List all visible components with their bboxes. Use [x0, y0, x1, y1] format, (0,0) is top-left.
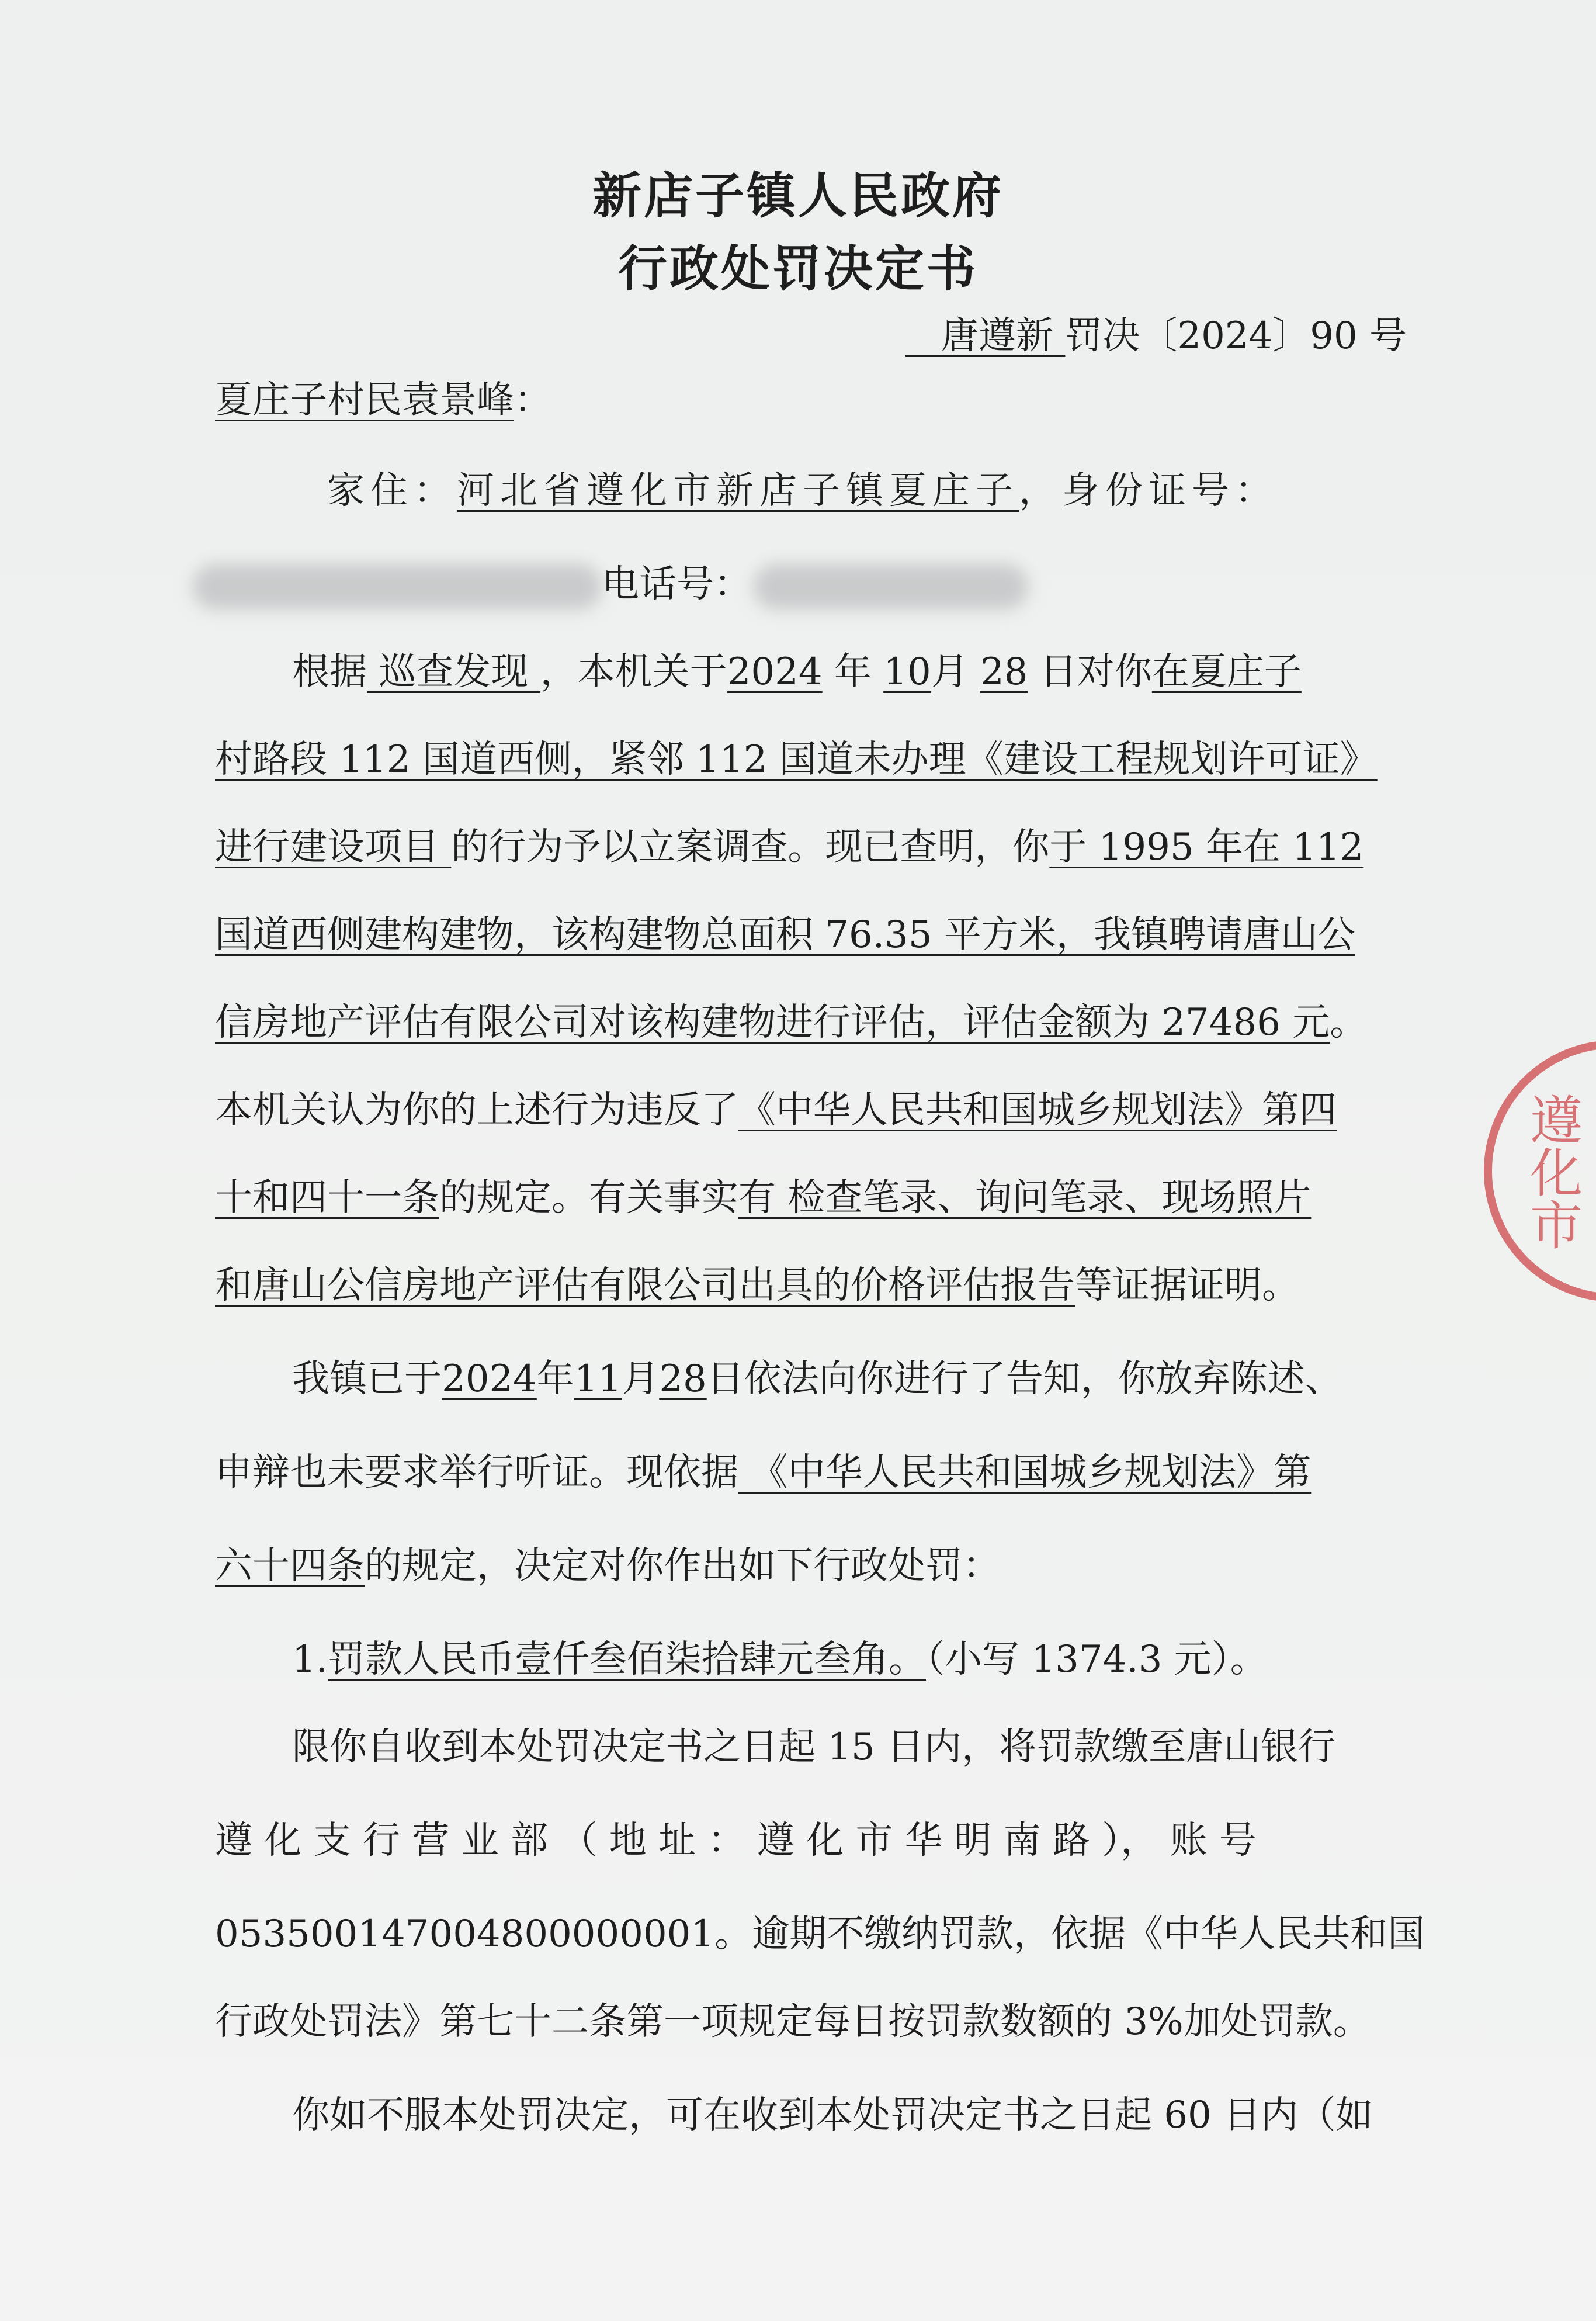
para3-line4: 行政处罚法》第七十二条第一项规定每日按罚款数额的 3%加处罚款。: [215, 2000, 1371, 2043]
para1-line5: 信房地产评估有限公司对该构建物进行评估，评估金额为 27486 元。: [215, 1001, 1368, 1044]
addressee-line: 夏庄子村民袁景峰：: [215, 379, 551, 422]
para4-line1: 你如不服本处罚决定，可在收到本处罚决定书之日起 60 日内（如: [292, 2094, 1373, 2137]
para1-line3: 进行建设项目 的行为予以立案调查。现已查明，你于 1995 年在 112: [215, 826, 1364, 869]
issuer-title: 新店子镇人民政府: [592, 167, 1004, 224]
penalty-item: 1.罚款人民币壹仟叁佰柒拾肆元叁角。（小写 1374.3 元）。: [292, 1638, 1268, 1681]
document-title: 行政处罚决定书: [617, 240, 978, 297]
para3-line2: 遵 化 支 行 营 业 部 （ 地 址 ： 遵 化 市 华 明 南 路 ）， 账 号: [215, 1819, 1257, 1862]
document-number-value: 罚决〔2024〕90 号: [1065, 314, 1407, 358]
para1-line7: 十和四十一条的规定。有关事实有 检查笔录、询问笔录、现场照片: [215, 1176, 1312, 1220]
phone-label: 电话号：: [602, 563, 751, 606]
para1-line2: 村路段 112 国道西侧，紧邻 112 国道未办理《建设工程规划许可证》: [215, 738, 1378, 781]
para1-line6: 本机关认为你的上述行为违反了《中华人民共和国城乡规划法》第四: [215, 1089, 1337, 1132]
para1-line8: 和唐山公信房地产评估有限公司出具的价格评估报告等证据证明。: [215, 1264, 1299, 1307]
para1-line1: 根据 巡查发现 ，本机关于2024 年 10月 28 日对你在夏庄子: [292, 650, 1302, 694]
document-number-prefix: 唐遵新: [941, 314, 1054, 358]
para1-line4: 国道西侧建构建物，该构建物总面积 76.35 平方米，我镇聘请唐山公: [215, 913, 1355, 957]
para2-line2: 申辩也未要求举行听证。现依据 《中华人民共和国城乡规划法》第: [215, 1451, 1312, 1494]
para2-line1: 我镇已于2024年11月28日依法向你进行了告知，你放弃陈述、: [292, 1357, 1342, 1401]
document-number: [905, 313, 1407, 359]
address-line: 家住：河北省遵化市新店子镇夏庄子，身份证号：: [327, 469, 1278, 512]
official-seal-text: 遵化市: [1521, 1093, 1582, 1250]
redacted-phone-number: [754, 564, 1028, 609]
redacted-id-number: [193, 564, 602, 609]
address-value: 河北省遵化市新店子镇夏庄子: [457, 469, 1019, 512]
para2-line3: 六十四条的规定，决定对你作出如下行政处罚：: [215, 1544, 1000, 1588]
addressee-name: 夏庄子村民袁景峰: [215, 379, 514, 422]
para3-line1: 限你自收到本处罚决定书之日起 15 日内，将罚款缴至唐山银行: [292, 1726, 1336, 1769]
para3-line3: 053500147004800000001。逾期不缴纳罚款，依据《中华人民共和国: [215, 1913, 1425, 1956]
